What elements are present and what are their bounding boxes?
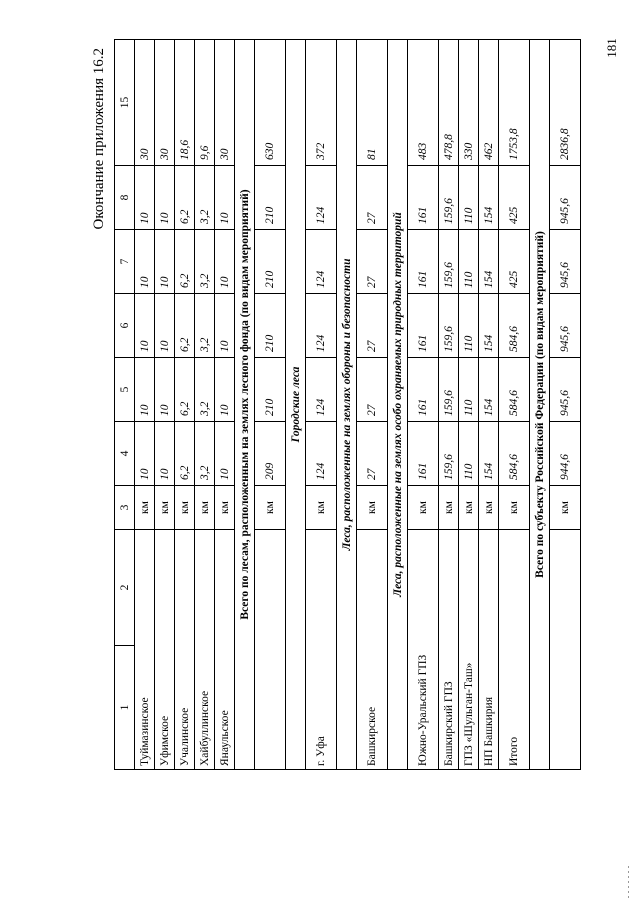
page-number: 181: [604, 38, 619, 58]
header-cell: 1: [115, 646, 135, 770]
value-cell: 81: [357, 40, 388, 166]
scan-margin-dots: [628, 866, 630, 901]
value-cell: 154: [479, 422, 499, 486]
row-unit: км: [357, 486, 388, 530]
header-cell: 15: [115, 40, 135, 166]
row-unit: км: [195, 486, 215, 530]
value-cell: 27: [357, 230, 388, 294]
header-cell: 8: [115, 166, 135, 230]
value-cell: 6,2: [175, 166, 195, 230]
value-cell: 3,2: [195, 358, 215, 422]
value-cell: 3,2: [195, 422, 215, 486]
row-name: Башкирский ГПЗ: [439, 530, 459, 770]
blank-cell: [550, 530, 581, 770]
value-cell: 30: [215, 40, 235, 166]
value-cell: 124: [306, 166, 337, 230]
section-protected-forests-title: Леса, расположенные на землях особо охраняемых природных территорий: [388, 40, 408, 770]
value-cell: 372: [306, 40, 337, 166]
value-cell: 159,6: [439, 230, 459, 294]
section-total-subject-title: Всего по субъекту Российской Федерации (по видам мероприятий): [530, 40, 550, 770]
value-cell: 483: [408, 40, 439, 166]
section-city-forests: [286, 40, 306, 770]
row-name: Южно-Уральский ГПЗ: [408, 530, 439, 770]
value-cell: 210: [255, 294, 286, 358]
section-total-forest-fund-title: Всего по лесам, расположенным на землях лесного фонда (по видам мероприятий): [235, 40, 255, 770]
section-protected-forests: [388, 40, 408, 770]
value-cell: 124: [306, 230, 337, 294]
table-row: [155, 40, 175, 770]
value-cell: 124: [306, 294, 337, 358]
row-name: Уфимское: [155, 530, 175, 770]
value-cell: 462: [479, 40, 499, 166]
section-defense-forests: [337, 40, 357, 770]
value-cell: 10: [155, 230, 175, 294]
value-cell: 425: [499, 166, 530, 230]
section-city-forests-title: Городские леса: [286, 40, 306, 770]
value-cell: 159,6: [439, 422, 459, 486]
value-cell: 209: [255, 422, 286, 486]
row-unit: км: [479, 486, 499, 530]
table-row: [215, 40, 235, 770]
value-cell: 945,6: [550, 294, 581, 358]
value-cell: 945,6: [550, 358, 581, 422]
value-cell: 584,6: [499, 294, 530, 358]
value-cell: 478,8: [439, 40, 459, 166]
value-cell: 10: [135, 294, 155, 358]
row-name: Туймазинское: [135, 530, 155, 770]
value-cell: 584,6: [499, 358, 530, 422]
row-unit: км: [459, 486, 479, 530]
appendix-title: Окончание приложения 16.2: [91, 48, 107, 230]
value-cell: 10: [215, 422, 235, 486]
table-row: [439, 40, 459, 770]
value-cell: 10: [215, 166, 235, 230]
value-cell: 161: [408, 230, 439, 294]
value-cell: 210: [255, 166, 286, 230]
row-name: Учалинское: [175, 530, 195, 770]
appendix-table: [114, 39, 581, 770]
row-name: ГПЗ «Шульган-Таш»: [459, 530, 479, 770]
value-cell: 1753,8: [499, 40, 530, 166]
value-cell: 159,6: [439, 358, 459, 422]
value-cell: 124: [306, 358, 337, 422]
value-cell: 159,6: [439, 294, 459, 358]
value-cell: 154: [479, 294, 499, 358]
value-cell: 110: [459, 422, 479, 486]
rotated-page: [86, 40, 571, 770]
row-name: НП Башкирия: [479, 530, 499, 770]
value-cell: 6,2: [175, 294, 195, 358]
row-unit: км: [155, 486, 175, 530]
value-cell: 110: [459, 230, 479, 294]
header-cell: 3: [115, 486, 135, 530]
value-cell: 10: [135, 166, 155, 230]
section-total-forest-fund: [235, 40, 255, 770]
value-cell: 161: [408, 422, 439, 486]
value-cell: 154: [479, 166, 499, 230]
table-row: [499, 40, 530, 770]
value-cell: 10: [155, 358, 175, 422]
table-row: [408, 40, 439, 770]
value-cell: 18,6: [175, 40, 195, 166]
total-forest-fund-row: [255, 40, 286, 770]
total-subject-row: [550, 40, 581, 770]
row-unit: км: [499, 486, 530, 530]
value-cell: 944,6: [550, 422, 581, 486]
row-unit: км: [175, 486, 195, 530]
table-row: [175, 40, 195, 770]
value-cell: 27: [357, 422, 388, 486]
value-cell: 10: [215, 358, 235, 422]
value-cell: 10: [155, 294, 175, 358]
row-unit: км: [306, 486, 337, 530]
table-row: [479, 40, 499, 770]
section-total-subject: [530, 40, 550, 770]
table-row: [459, 40, 479, 770]
header-cell: 5: [115, 358, 135, 422]
value-cell: 630: [255, 40, 286, 166]
value-cell: 10: [215, 230, 235, 294]
value-cell: 10: [155, 422, 175, 486]
row-name: Итого: [499, 530, 530, 770]
value-cell: 10: [215, 294, 235, 358]
value-cell: 154: [479, 358, 499, 422]
value-cell: 161: [408, 166, 439, 230]
value-cell: 10: [135, 422, 155, 486]
row-unit: км: [135, 486, 155, 530]
value-cell: 110: [459, 294, 479, 358]
value-cell: 27: [357, 358, 388, 422]
value-cell: 124: [306, 422, 337, 486]
value-cell: 161: [408, 358, 439, 422]
value-cell: 210: [255, 230, 286, 294]
row-name: г. Уфа: [306, 530, 337, 770]
row-name: Хайбуллинское: [195, 530, 215, 770]
value-cell: 945,6: [550, 230, 581, 294]
row-name: Башкирское: [357, 530, 388, 770]
value-cell: 945,6: [550, 166, 581, 230]
header-row: [115, 40, 135, 770]
table-row: [195, 40, 215, 770]
row-unit: км: [408, 486, 439, 530]
section-defense-forests-title: Леса, расположенные на землях обороны и безопасности: [337, 40, 357, 770]
row-unit: км: [215, 486, 235, 530]
value-cell: 110: [459, 358, 479, 422]
value-cell: 6,2: [175, 422, 195, 486]
value-cell: 6,2: [175, 358, 195, 422]
value-cell: 30: [155, 40, 175, 166]
row-unit: км: [255, 486, 286, 530]
value-cell: 27: [357, 166, 388, 230]
value-cell: 3,2: [195, 166, 215, 230]
value-cell: 10: [135, 230, 155, 294]
value-cell: 110: [459, 166, 479, 230]
value-cell: 154: [479, 230, 499, 294]
header-cell: 2: [115, 530, 135, 646]
row-name: Янаульское: [215, 530, 235, 770]
row-unit: км: [550, 486, 581, 530]
value-cell: 27: [357, 294, 388, 358]
value-cell: 30: [135, 40, 155, 166]
header-cell: 6: [115, 294, 135, 358]
value-cell: 10: [155, 166, 175, 230]
header-cell: 4: [115, 422, 135, 486]
table-row: [357, 40, 388, 770]
value-cell: 210: [255, 358, 286, 422]
value-cell: 10: [135, 358, 155, 422]
value-cell: 159,6: [439, 166, 459, 230]
value-cell: 425: [499, 230, 530, 294]
table-row: [135, 40, 155, 770]
value-cell: 584,6: [499, 422, 530, 486]
value-cell: 6,2: [175, 230, 195, 294]
value-cell: 9,6: [195, 40, 215, 166]
value-cell: 330: [459, 40, 479, 166]
table-row: [306, 40, 337, 770]
value-cell: 3,2: [195, 230, 215, 294]
blank-cell: [255, 530, 286, 770]
value-cell: 161: [408, 294, 439, 358]
value-cell: 3,2: [195, 294, 215, 358]
header-cell: 7: [115, 230, 135, 294]
value-cell: 2836,8: [550, 40, 581, 166]
table-body: [115, 40, 581, 770]
row-unit: км: [439, 486, 459, 530]
